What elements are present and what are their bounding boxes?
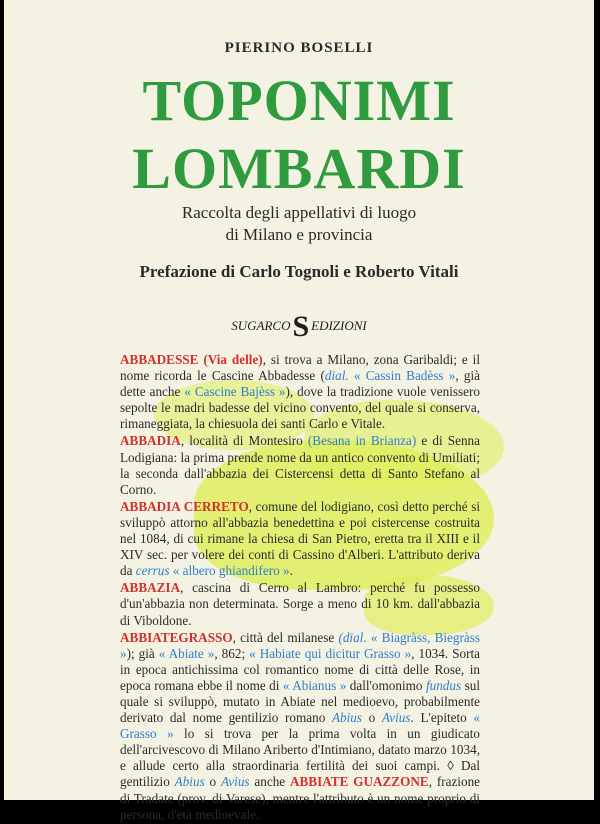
entry-text: dall'omonimo bbox=[346, 677, 426, 693]
entry-text: o bbox=[362, 710, 382, 726]
entry-variant: fundus bbox=[425, 677, 462, 693]
entry-text: , 862; bbox=[214, 645, 250, 661]
entry-text: , già dette anche bbox=[120, 368, 480, 400]
entry-variant: « Cascine Bajèss » bbox=[184, 384, 286, 400]
entry-text: , frazione di Tradate (prov. di Varese), mentre l'attributo è un nome proprio di persona, d'età medioevale. bbox=[120, 774, 481, 822]
entry-text: . L'epiteto bbox=[410, 710, 474, 726]
entry-text: , si trova a Milano, zona Garibaldi; e il nome ricorda le Cascine Abbadesse ( bbox=[120, 352, 480, 384]
entry-variant: « Biagràss, Biegràss » bbox=[120, 629, 481, 661]
publisher-s-icon: S bbox=[292, 310, 310, 343]
entry-text: , comune del lodigiano, così detto perché si sviluppò attorno all'abbazia benedettina e poi cistercense costruita nel 1084, di cui rimane la chiesa di San Pietro, eretta tra il XIII e il XIV sec. per volere dei conti di Cassino d'Alberi. L'attributo deriva da bbox=[120, 498, 480, 579]
entry-text: o bbox=[204, 774, 221, 790]
entry-variant: Abius bbox=[174, 774, 205, 790]
preface-credit: Prefazione di Carlo Tognoli e Roberto Vitali bbox=[139, 262, 459, 281]
entry-abbazia bbox=[120, 580, 480, 628]
entry-variant: « Habiate qui dicitur Grasso » bbox=[249, 645, 412, 661]
entry-headword: ABBIATEGRASSO bbox=[120, 629, 233, 645]
entry-variant: « albero ghiandifero » bbox=[172, 563, 290, 579]
entry-abbiategrasso bbox=[120, 630, 480, 823]
title-line-1: TOPONIMI bbox=[142, 68, 456, 133]
entry-text: anche bbox=[249, 774, 290, 790]
entry-headword: ABBIATE GUAZZONE bbox=[289, 774, 429, 790]
entry-variant: (Besana in Brianza) bbox=[307, 433, 417, 449]
entry-variant: Abius bbox=[331, 710, 363, 726]
entry-text: ), dove la tradizione vuole venissero sepolte le madri badesse del vicino convento, del quale si conserva, rimaneggiata, la chiesuola dei santi Carlo e Vitale. bbox=[120, 384, 480, 432]
entry-variant: (dial. bbox=[338, 629, 367, 645]
book-cover bbox=[4, 0, 594, 822]
entry-text: ); già bbox=[126, 645, 159, 661]
entry-headword: ABBADIA bbox=[120, 433, 181, 449]
dictionary-entries bbox=[120, 352, 480, 824]
publisher-name-right: EDIZIONI bbox=[311, 318, 367, 333]
entry-text: , città del milanese bbox=[232, 629, 339, 645]
entry-variant: Avius bbox=[220, 774, 250, 790]
entry-headword: ABBADIA CERRETO bbox=[120, 498, 249, 514]
entry-text: , 1034. Sorta in epoca antichissima col romantico nome di città delle Rose, in epoca romana ebbe il nome di bbox=[120, 645, 480, 693]
entry-variant: Avius bbox=[381, 710, 411, 726]
entry-variant: « Cassin Badèss » bbox=[353, 368, 456, 384]
entry-text: , località di Montesiro bbox=[180, 433, 308, 449]
entry-abbadesse bbox=[120, 352, 480, 432]
entry-variant: cerrus bbox=[135, 563, 170, 579]
subtitle-line-1: Raccolta degli appellativi di luogo bbox=[181, 203, 417, 222]
title-line-2: LOMBARDI bbox=[132, 136, 466, 201]
entry-text: sul quale si sviluppò, mutato in Abiate nel medioevo, probabilmente derivato dal nome gentilizio romano bbox=[120, 677, 480, 726]
author-name: PIERINO BOSELLI bbox=[224, 40, 374, 56]
publisher-name-left: SUGARCO bbox=[231, 318, 291, 333]
entry-variant: « Abianus » bbox=[282, 677, 347, 693]
entry-headword: ABBADESSE (Via delle) bbox=[120, 352, 263, 367]
subtitle-line-2: di Milano e provincia bbox=[225, 225, 373, 244]
entry-text: . bbox=[289, 563, 293, 579]
entry-text: lo si trova per la prima volta in un giudicato dell'arcivescovo di Milano Ariberto d'Intimiano, datato marzo 1034, e allude certo alla straordinaria fertilità dei suoi campi. ◊ Dal gentilizio bbox=[120, 726, 480, 790]
subtitle bbox=[4, 202, 594, 246]
entry-text: e di Senna Lodigiana: la prima prende nome da un antico convento di Umiliati; la seconda dall'abbazia dei Cistercensi detta di Santo Stefano al Corno. bbox=[120, 433, 480, 497]
entry-variant: « Abiate » bbox=[158, 645, 215, 661]
entry-variant: « Grasso » bbox=[120, 710, 481, 742]
publisher-logo bbox=[4, 310, 594, 344]
entry-variant: dial. bbox=[324, 368, 349, 384]
entry-headword: ABBAZIA bbox=[120, 580, 181, 596]
entry-text: , cascina di Cerro al Lambro: perché fu possesso d'un'abbazia non determinata. Sorge a meno di 10 km. dall'abbazia di Viboldone. bbox=[120, 580, 480, 628]
entry-abbadia bbox=[120, 433, 480, 497]
entry-abbadia-cerreto bbox=[120, 499, 480, 579]
